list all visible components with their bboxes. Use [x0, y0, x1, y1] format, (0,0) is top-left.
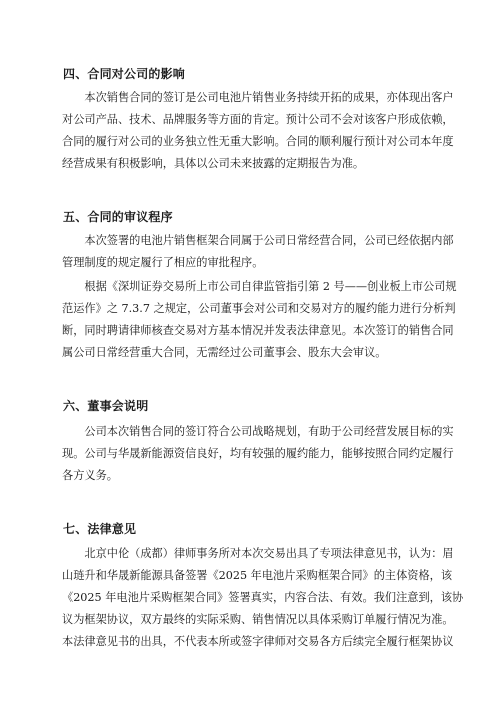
- text-line: 本次签署的电池片销售框架合同属于公司日常经营合同，公司已经依据内部: [62, 234, 454, 247]
- section-heading-impact: 四、合同对公司的影响: [63, 67, 186, 81]
- text-line: 公司本次销售合同的签订符合公司战略规划，有助于公司经营发展目标的实: [62, 425, 454, 438]
- text-line: 属公司日常经营重大合同，无需经过公司董事会、股东大会审议。: [62, 346, 387, 359]
- paragraph-impact: [62, 87, 454, 175]
- text-line: 山琏升和华晟新能源具备签署《2025 年电池片采购框架合同》的主体资格，该: [62, 569, 453, 582]
- paragraph-board: [62, 421, 454, 487]
- text-line: 断，同时聘请律师核查交易对方基本情况并发表法律意见。本次签订的销售合同: [62, 324, 454, 337]
- paragraph-legal: [62, 543, 464, 653]
- text-line: 本次销售合同的签订是公司电池片销售业务持续开拓的成果，亦体现出客户: [62, 91, 454, 104]
- text-line: 北京中伦（成都）律师事务所对本次交易出具了专项法律意见书，认为：眉: [62, 547, 454, 560]
- paragraph-review-1: [62, 230, 454, 274]
- text-line: 合同的履行对公司的业务独立性无重大影响。合同的顺利履行预计对公司本年度: [62, 135, 454, 148]
- text-line: 根据《深圳证券交易所上市公司自律监管指引第 2 号——创业板上市公司规: [62, 280, 457, 293]
- text-line: 各方义务。: [62, 469, 118, 482]
- text-line: 经营成果有积极影响，具体以公司未来披露的定期报告为准。: [62, 157, 365, 170]
- section-heading-board: 六、董事会说明: [63, 399, 149, 413]
- text-line: 管理制度的规定履行了相应的审批程序。: [62, 256, 264, 269]
- text-line: 范运作》之 7.3.7 之规定，公司董事会对公司和交易对方的履约能力进行分析判: [62, 302, 456, 315]
- text-line: 议为框架协议，双方最终的实际采购、销售情况以具体采购订单履行情况为准。: [62, 613, 454, 626]
- text-line: 对公司产品、技术、品牌服务等方面的肯定。预计公司不会对该客户形成依赖，: [62, 113, 454, 126]
- text-line: 《2025 年电池片采购框架合同》签署真实，内容合法、有效。我们注意到，该协: [62, 591, 464, 604]
- section-heading-review: 五、合同的审议程序: [63, 210, 173, 224]
- text-line: 本法律意见书的出具，不代表本所或签字律师对交易各方后续完全履行框架协议: [62, 635, 454, 648]
- section-heading-legal: 七、法律意见: [63, 522, 137, 536]
- paragraph-review-2: [62, 276, 457, 364]
- text-line: 现。公司与华晟新能源资信良好，均有较强的履约能力，能够按照合同约定履行: [62, 447, 454, 460]
